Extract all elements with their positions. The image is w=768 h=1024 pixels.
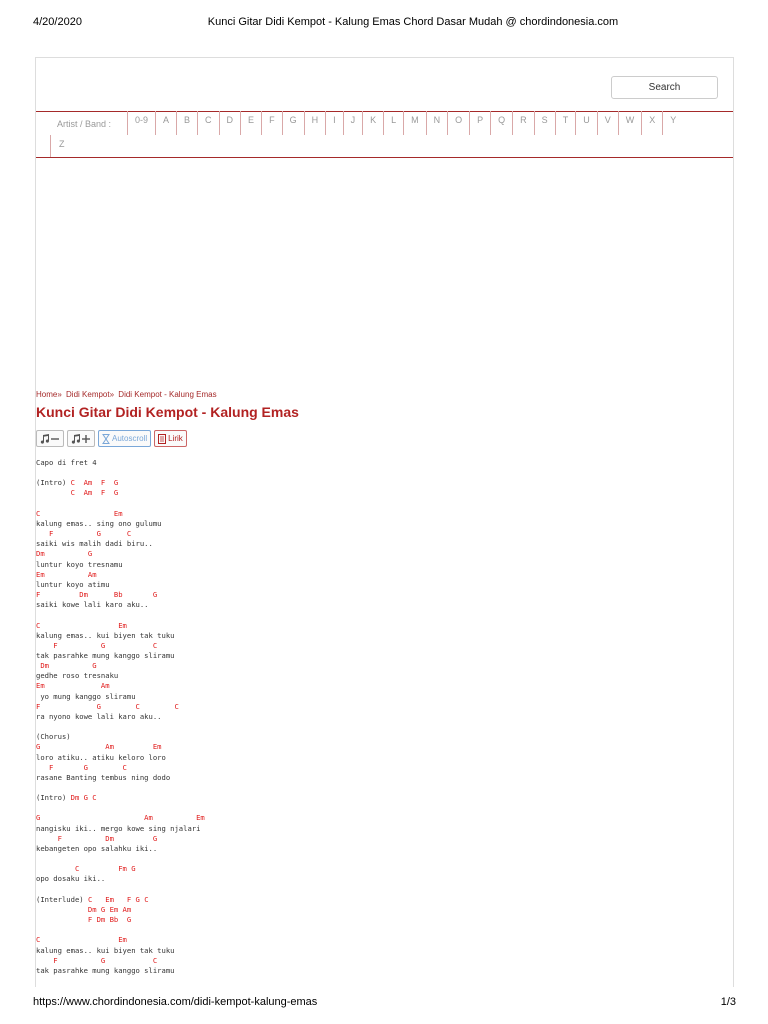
chord-text: F Dm Bb G bbox=[36, 590, 158, 600]
lyric-text: (Chorus) bbox=[36, 732, 71, 742]
lyric-line bbox=[36, 946, 205, 956]
artist-letter-v[interactable]: V bbox=[597, 111, 618, 135]
lyric-line bbox=[36, 773, 205, 783]
lyric-line bbox=[36, 854, 205, 864]
breadcrumb-separator: » bbox=[109, 390, 115, 399]
lyrics-button[interactable] bbox=[154, 430, 187, 447]
chord-line bbox=[36, 864, 205, 874]
artist-letter-o[interactable]: O bbox=[447, 111, 469, 135]
transpose-down-button[interactable] bbox=[36, 430, 64, 447]
artist-letter-a[interactable]: A bbox=[155, 111, 176, 135]
artist-letter-j[interactable]: J bbox=[343, 111, 363, 135]
lyric-line bbox=[36, 803, 205, 813]
lyric-text: loro atiku.. atiku keloro loro bbox=[36, 752, 166, 762]
top-bar bbox=[36, 58, 733, 112]
lyric-text: luntur koyo atimu bbox=[36, 579, 110, 589]
artist-letter-h[interactable]: H bbox=[304, 111, 326, 135]
lyric-line bbox=[36, 712, 205, 722]
lyric-text: gedhe roso tresnaku bbox=[36, 671, 119, 681]
chord-text: Em Am bbox=[36, 569, 97, 579]
lyric-text: nangisku iki.. mergo kowe sing njalari bbox=[36, 823, 201, 833]
chord-text: Dm G bbox=[36, 549, 93, 559]
lyric-line bbox=[36, 499, 205, 509]
chord-line bbox=[36, 590, 205, 600]
chord-line bbox=[36, 935, 205, 945]
lyric-text: kebangeten opo salahku iki.. bbox=[36, 843, 158, 853]
lyric-text: rasane Banting tembus ning dodo bbox=[36, 772, 171, 782]
chord-line bbox=[36, 742, 205, 752]
lyric-line bbox=[36, 722, 205, 732]
artist-letter-q[interactable]: Q bbox=[490, 111, 512, 135]
chord-line bbox=[36, 570, 205, 580]
lyric-line bbox=[36, 844, 205, 854]
artist-letter-u[interactable]: U bbox=[575, 111, 597, 135]
artist-letter-w[interactable]: W bbox=[618, 111, 642, 135]
artist-letter-x[interactable]: X bbox=[641, 111, 662, 135]
chord-text: F G C bbox=[36, 955, 158, 965]
lyric-line bbox=[36, 895, 205, 905]
lyric-line bbox=[36, 671, 205, 681]
lyric-text: Capo di fret 4 bbox=[36, 458, 97, 467]
plus-icon bbox=[81, 434, 91, 444]
artist-letter-f[interactable]: F bbox=[261, 111, 282, 135]
lyric-line bbox=[36, 468, 205, 478]
lyric-text: (Interlude) bbox=[36, 894, 88, 904]
page-title: Kunci Gitar Didi Kempot - Kalung Emas bbox=[36, 404, 299, 420]
chord-text: C Em bbox=[36, 508, 123, 518]
chord-line bbox=[36, 834, 205, 844]
lyric-text: saiki wis malih dadi biru.. bbox=[36, 539, 153, 549]
autoscroll-label: Autoscroll bbox=[112, 434, 148, 443]
chord-text: F G C bbox=[36, 640, 158, 650]
chord-text: Dm G bbox=[36, 661, 97, 671]
breadcrumb-home[interactable]: Home bbox=[36, 390, 58, 399]
lyric-text: kalung emas.. kui biyen tak tuku bbox=[36, 630, 175, 640]
document-icon bbox=[158, 434, 166, 444]
artist-letter-r[interactable]: R bbox=[512, 111, 534, 135]
chord-line bbox=[36, 549, 205, 559]
artist-letter-t[interactable]: T bbox=[555, 111, 576, 135]
lyric-line bbox=[36, 885, 205, 895]
lyric-text: tak pasrahke mung kanggo sliramu bbox=[36, 965, 175, 975]
lyric-text: kalung emas.. kui biyen tak tuku bbox=[36, 945, 175, 955]
print-page-number: 1/3 bbox=[720, 996, 736, 1008]
breadcrumb-artist[interactable]: Didi Kempot bbox=[66, 390, 110, 399]
lyric-line bbox=[36, 631, 205, 641]
artist-index-label: Artist / Band : bbox=[57, 119, 112, 129]
chord-text: G Am Em bbox=[36, 742, 162, 752]
lyric-line bbox=[36, 610, 205, 620]
lyric-text: (Intro) bbox=[36, 478, 71, 488]
chord-line bbox=[36, 956, 205, 966]
lyric-line bbox=[36, 874, 205, 884]
artist-letter-p[interactable]: P bbox=[469, 111, 490, 135]
search-button[interactable]: Search bbox=[611, 76, 718, 99]
artist-letter-g[interactable]: G bbox=[282, 111, 304, 135]
chord-line bbox=[36, 813, 205, 823]
lyric-line bbox=[36, 488, 205, 498]
artist-letter-k[interactable]: K bbox=[362, 111, 383, 135]
chord-text: C Fm G bbox=[36, 864, 136, 874]
artist-letter-l[interactable]: L bbox=[383, 111, 403, 135]
hourglass-icon bbox=[102, 434, 110, 444]
lyric-line bbox=[36, 539, 205, 549]
lyric-text: tak pasrahke mung kanggo sliramu bbox=[36, 650, 175, 660]
lyric-text: yo mung kanggo sliramu bbox=[36, 691, 136, 701]
artist-letter-b[interactable]: B bbox=[176, 111, 197, 135]
lyric-line bbox=[36, 651, 205, 661]
lyric-line bbox=[36, 692, 205, 702]
artist-letter-s[interactable]: S bbox=[534, 111, 555, 135]
lyric-text: ra nyono kowe lali karo aku.. bbox=[36, 711, 162, 721]
lyric-line bbox=[36, 458, 205, 468]
artist-letter-m[interactable]: M bbox=[403, 111, 426, 135]
chord-toolbar bbox=[36, 430, 187, 447]
lyric-text: opo dosaku iki.. bbox=[36, 874, 106, 884]
artist-index-bar bbox=[36, 111, 733, 158]
lyric-line bbox=[36, 519, 205, 529]
lyric-line bbox=[36, 925, 205, 935]
chord-text: Dm G C bbox=[70, 793, 97, 803]
breadcrumb-separator: » bbox=[57, 390, 62, 399]
chord-text: C Am F G bbox=[70, 478, 119, 488]
artist-letter-c[interactable]: C bbox=[197, 111, 219, 135]
chord-line bbox=[36, 641, 205, 651]
chord-text: C Em bbox=[36, 935, 127, 945]
breadcrumb bbox=[36, 390, 219, 399]
artist-letter-y[interactable]: Y bbox=[662, 111, 683, 135]
lyric-line bbox=[36, 824, 205, 834]
autoscroll-button[interactable] bbox=[98, 430, 151, 447]
lyric-line bbox=[36, 753, 205, 763]
lyric-line bbox=[36, 732, 205, 742]
chord-line bbox=[36, 529, 205, 539]
lyric-line bbox=[36, 600, 205, 610]
chord-line bbox=[36, 681, 205, 691]
chord-text: G Am Em bbox=[36, 813, 205, 823]
artist-letter-list bbox=[127, 111, 683, 135]
chord-text: Dm G Em Am bbox=[36, 904, 132, 914]
music-note-icon bbox=[40, 434, 50, 444]
artist-letter-i[interactable]: I bbox=[325, 111, 343, 135]
minus-icon bbox=[50, 434, 60, 444]
chord-text: C Em F G C bbox=[87, 894, 149, 904]
lyric-line bbox=[36, 783, 205, 793]
chord-text: Em Am bbox=[36, 681, 110, 691]
chord-text: F G C bbox=[36, 529, 132, 539]
artist-letter-n[interactable]: N bbox=[426, 111, 448, 135]
lyric-text: kalung emas.. sing ono gulumu bbox=[36, 518, 162, 528]
chord-line bbox=[36, 702, 205, 712]
lyric-text: (Intro) bbox=[36, 793, 71, 803]
print-page-title: Kunci Gitar Didi Kempot - Kalung Emas Chord Dasar Mudah @ chordindonesia.com bbox=[207, 16, 619, 28]
lyric-line bbox=[36, 793, 205, 803]
chord-text: F Dm G bbox=[36, 833, 158, 843]
music-note-icon bbox=[71, 434, 81, 444]
artist-letter-d[interactable]: D bbox=[219, 111, 241, 135]
lyric-line bbox=[36, 478, 205, 488]
chord-line bbox=[36, 905, 205, 915]
chord-text: F Dm Bb G bbox=[36, 915, 132, 925]
lyrics-label: Lirik bbox=[168, 434, 183, 443]
artist-letter-e[interactable]: E bbox=[240, 111, 261, 135]
print-url: https://www.chordindonesia.com/didi-kempot-kalung-emas bbox=[33, 996, 318, 1008]
chord-text: F G C C bbox=[36, 701, 179, 711]
chord-text: C Em bbox=[36, 620, 127, 630]
chord-text: F G C bbox=[36, 762, 127, 772]
lyric-line bbox=[36, 580, 205, 590]
lyric-line bbox=[36, 560, 205, 570]
chord-line bbox=[36, 661, 205, 671]
artist-letter-z[interactable]: Z bbox=[50, 135, 73, 157]
chord-line bbox=[36, 763, 205, 773]
transpose-up-button[interactable] bbox=[67, 430, 95, 447]
chord-line bbox=[36, 915, 205, 925]
breadcrumb-current: Didi Kempot - Kalung Emas bbox=[118, 390, 217, 399]
print-date: 4/20/2020 bbox=[33, 16, 82, 28]
artist-letter-0-9[interactable]: 0-9 bbox=[127, 111, 155, 135]
lyric-text: luntur koyo tresnamu bbox=[36, 559, 123, 569]
lyric-text bbox=[36, 488, 71, 497]
lyric-line bbox=[36, 966, 205, 976]
chord-sheet bbox=[36, 458, 205, 976]
chord-line bbox=[36, 509, 205, 519]
lyric-text: saiki kowe lali karo aku.. bbox=[36, 600, 149, 610]
chord-text: C Am F G bbox=[70, 488, 119, 498]
chord-line bbox=[36, 621, 205, 631]
